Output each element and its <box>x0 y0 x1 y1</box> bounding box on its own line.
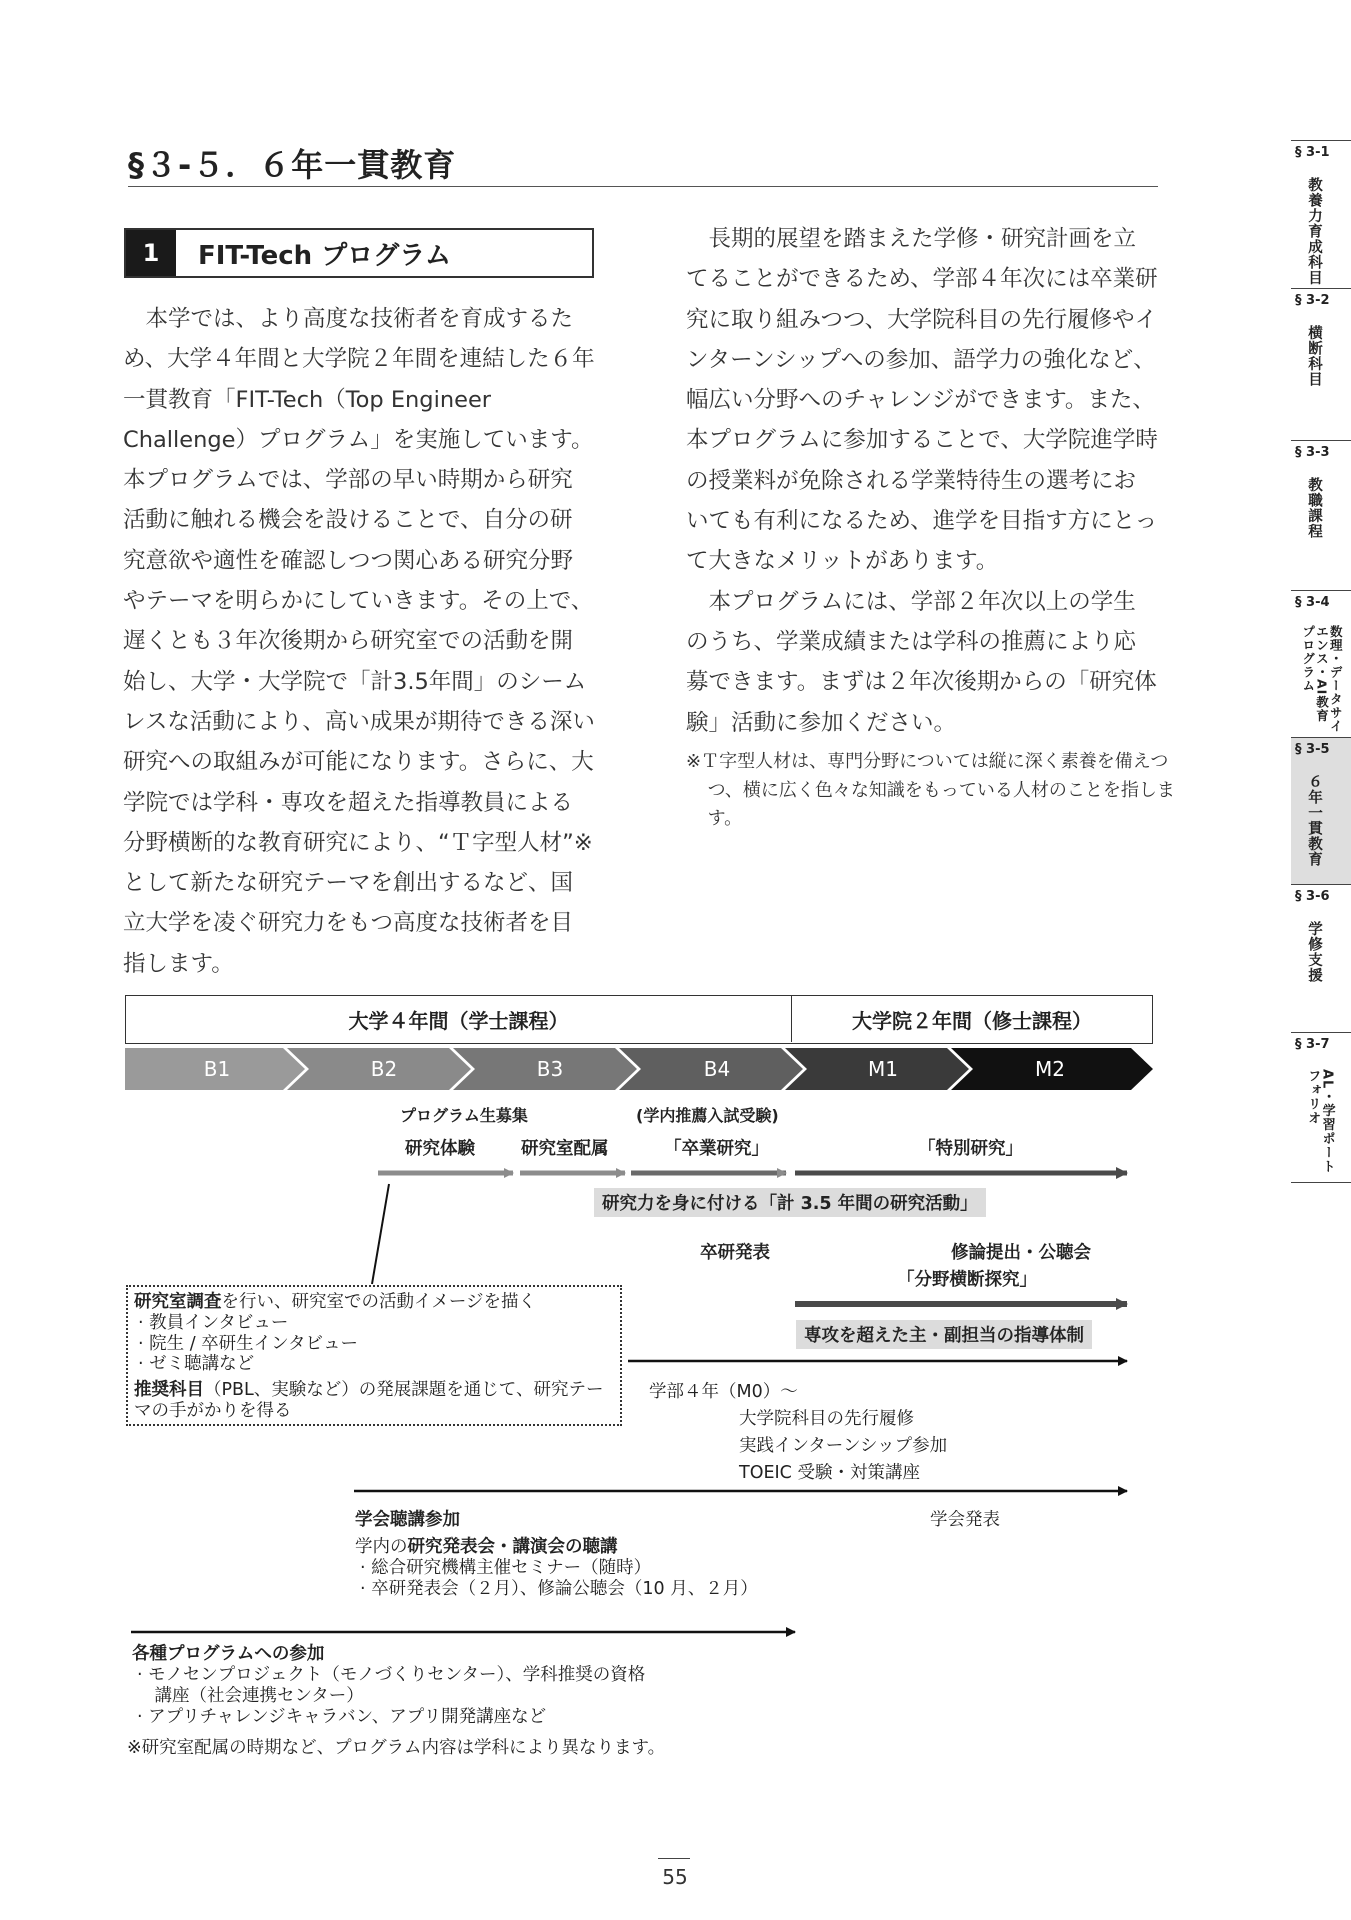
entrance-label: (学内推薦入試受験) <box>636 1106 779 1125</box>
page-number-rule <box>658 1858 690 1859</box>
side-tab-label: ６年一貫教育 <box>1305 774 1322 867</box>
side-tab-3-6[interactable] <box>1291 885 1351 1033</box>
conference-present-label: 学会発表 <box>930 1510 1000 1530</box>
m0-item: 実践インターンシップ参加 <box>739 1436 948 1456</box>
section-label: FIT-Tech プログラム <box>198 240 451 271</box>
side-tab-code: § 3-3 <box>1295 445 1330 460</box>
supervision-label: 専攻を超えた主・副担当の指導体制 <box>796 1320 1092 1349</box>
header-grad: 大学院２年間（修士課程） <box>852 1008 1092 1033</box>
side-tab-3-3[interactable] <box>1291 441 1351 591</box>
recruit-label: プログラム生募集 <box>400 1106 528 1125</box>
stage-chevrons <box>125 1048 1155 1090</box>
timeline-header <box>125 995 1153 1044</box>
programs-title: 各種プログラムへの参加 <box>132 1644 325 1664</box>
page-title: §３-５．６年一貫教育 <box>128 146 457 184</box>
side-tab-label: 学修支援 <box>1305 921 1322 983</box>
side-tab-code: § 3-2 <box>1295 293 1330 308</box>
side-tab-code: § 3-7 <box>1295 1037 1330 1052</box>
side-tab-3-4[interactable] <box>1291 591 1351 738</box>
body-paragraph: 本プログラムには、学部２年次以上の学生のうち、学業成績または学科の推薦により応募できます。まずは２年次後期からの「研究体験」活動に参加ください。 <box>686 588 1157 736</box>
stage-label-b2: B2 <box>370 1057 398 1081</box>
section-heading <box>124 228 594 278</box>
master-presentation-label: 修論提出・公聴会 <box>951 1243 1091 1263</box>
stage-label-m1: M1 <box>868 1057 898 1081</box>
side-tab-code: § 3-5 <box>1295 742 1330 757</box>
stage-label-m2: M2 <box>1035 1057 1065 1081</box>
side-tab-3-5[interactable] <box>1291 738 1351 885</box>
side-tab-label: 横断科目 <box>1305 325 1322 387</box>
conference-item: · 総合研究機構主催セミナー（随時） <box>360 1558 652 1578</box>
box-item: · ゼミ聴講など <box>138 1354 255 1374</box>
stage-label-b4: B4 <box>703 1057 731 1081</box>
body-column-right <box>686 219 1158 743</box>
side-tab-3-2[interactable] <box>1291 289 1351 441</box>
programs-item: · アプリチャレンジキャラバン、アプリ開発講座など <box>137 1707 547 1727</box>
m0-item: TOEIC 受験・対策講座 <box>739 1463 920 1483</box>
side-tab-code: § 3-4 <box>1295 595 1330 610</box>
recommended-subjects-line: 推奨科目（PBL、実験など）の発展課題を通じて、研究テー <box>134 1380 604 1400</box>
programs-item: · モノセンプロジェクト（モノづくりセンター）、学科推奨の資格 <box>137 1665 646 1685</box>
side-tab-code: § 3-6 <box>1295 889 1330 904</box>
conference-item: · 卒研発表会（２月）、修論公聴会（10 月、２月） <box>360 1579 758 1599</box>
connector-line <box>372 1184 389 1284</box>
thesis-label: 「卒業研究」 <box>664 1139 769 1159</box>
stage-label-b3: B3 <box>536 1057 564 1081</box>
grad-presentation-label: 卒研発表 <box>700 1243 770 1263</box>
box-item: · 院生 / 卒研生インタビュー <box>138 1334 358 1354</box>
diagram-note: ※研究室配属の時期など、プログラム内容は学科により異なります。 <box>127 1738 666 1758</box>
programs-item: 講座（社会連携センター） <box>137 1686 364 1706</box>
conference-title: 学会聴講参加 <box>355 1510 460 1530</box>
recommended-subjects-line-2: マの手がかりを得る <box>134 1401 292 1421</box>
lab-survey-line: 研究室調査を行い、研究室での活動イメージを描く <box>134 1292 536 1312</box>
footnote: ※Ｔ字型人材は、専門分野については縦に深く素養を備えつつ、横に広く色々な知識をもっている人材のことを指します。 <box>686 751 1175 829</box>
side-tab-label: 教養力育成科目 <box>1305 177 1322 286</box>
body-column-left <box>123 299 595 984</box>
box-item: · 教員インタビュー <box>138 1313 289 1333</box>
lab-assignment-label: 研究室配属 <box>521 1139 609 1159</box>
side-tab-3-1[interactable] <box>1291 141 1351 289</box>
stage-label-b1: B1 <box>203 1057 231 1081</box>
side-tab-code: § 3-1 <box>1295 145 1330 160</box>
research-span-label: 研究力を身に付ける「計 3.5 年間の研究活動」 <box>594 1188 986 1217</box>
title-divider <box>128 186 1158 187</box>
body-paragraph: 長期的展望を踏まえた学修・研究計画を立てることができるため、学部４年次には卒業研究に取り組みつつ、大学院科目の先行履修やインターンシップへの参加、語学力の強化など、幅広い分野へのチャレンジができます。また、本プログラムに参加することで、大学院進学時の授業料が免除される学業特待生の選考においても有利になるため、進学を目指す方にとって大きなメリットがあります。 <box>686 226 1158 575</box>
cross-field-label: 「分野横断探究」 <box>897 1270 1037 1290</box>
side-tab-label: AL・学習ポートフォリオ <box>1305 1069 1335 1174</box>
m0-title: 学部４年（M0）～ <box>649 1382 798 1402</box>
section-number: 1 <box>126 230 176 276</box>
side-tab-label: 教職課程 <box>1305 477 1322 539</box>
header-undergrad: 大学４年間（学士課程） <box>126 996 792 1042</box>
m0-item: 大学院科目の先行履修 <box>739 1409 914 1429</box>
special-research-label: 「特別研究」 <box>918 1139 1023 1159</box>
page-number: 55 <box>662 1865 688 1889</box>
side-tab-label: 数理・データサイエンス・AI教育プログラム <box>1300 625 1344 733</box>
conference-line: 学内の研究発表会・講演会の聴講 <box>355 1537 618 1557</box>
research-experience-label: 研究体験 <box>405 1139 475 1159</box>
lab-survey-box <box>126 1285 622 1426</box>
body-paragraph: 本学では、より高度な技術者を育成するため、大学４年間と大学院２年間を連結した６年一貫教育「FIT-Tech（Top Engineer Challenge）プログラム」を実施しています。本プログラムでは、学部の早い時期から研究活動に触れる機会を設けることで、自分の研究意欲や適性を確認しつつ関心ある研究分野やテーマを明らかにしていきます。その上で、遅くとも３年次後期から研究室での活動を開始し、大学・大学院で「計3.5年間」のシームレスな活動により、高い成果が期待できる深い研究への取組みが可能になります。さらに、大学院では学科・専攻を超えた指導教員による分野横断的な教育研究により、“Ｔ字型人材”※として新たな研究テーマを創出するなど、国立大学を凌ぐ研究力をもつ高度な技術者を目指します。 <box>123 306 595 977</box>
side-tab-3-7[interactable] <box>1291 1033 1351 1183</box>
